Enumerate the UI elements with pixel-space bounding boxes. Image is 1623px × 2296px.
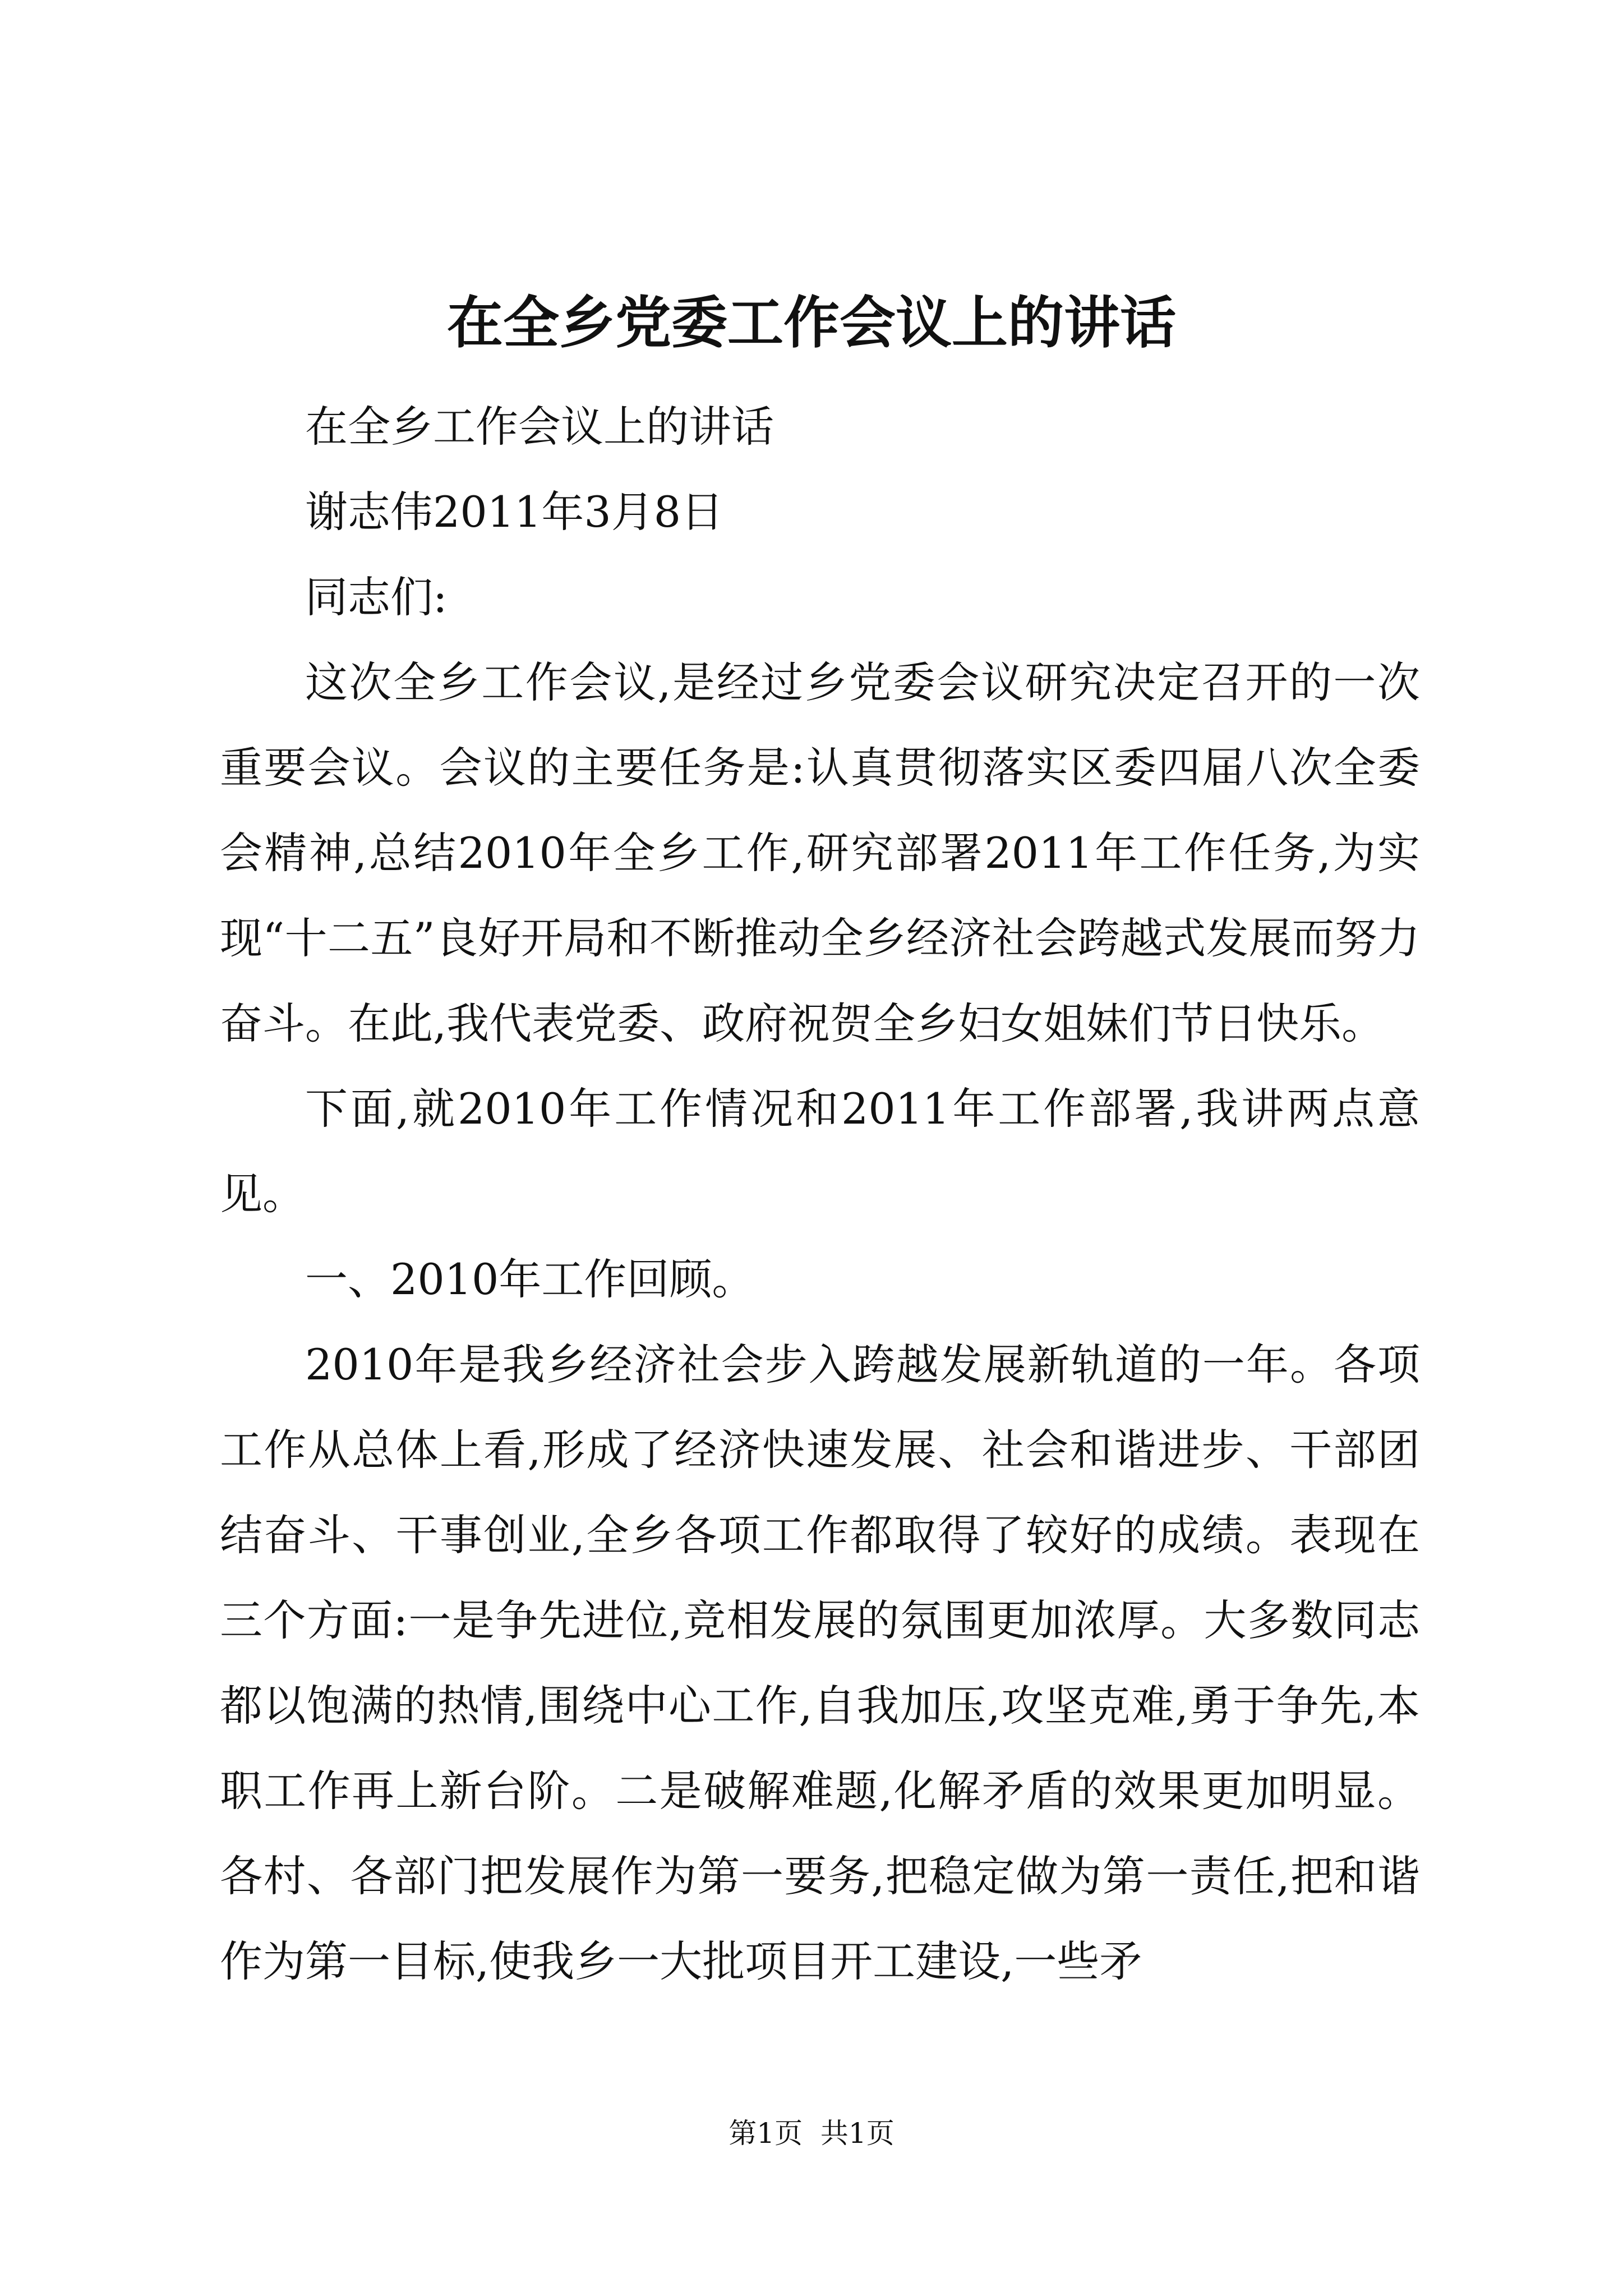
paragraph-author-date: 谢志伟2011年3月8日 <box>305 487 724 537</box>
document-title: 在全乡党委工作会议上的讲话 <box>447 289 1176 356</box>
paragraph-salutation: 同志们: <box>305 572 448 622</box>
paragraph-subtitle: 在全乡工作会议上的讲话 <box>305 402 774 452</box>
document-body <box>220 384 1420 2004</box>
page-footer <box>0 2114 1623 2153</box>
section-heading-review: 一、2010年工作回顾。 <box>305 1254 755 1304</box>
page-number: 第1页 共1页 <box>728 2117 895 2150</box>
paragraph-outline: 下面,就2010年工作情况和2011年工作部署,我讲两点意见。 <box>220 1084 1420 1219</box>
paragraph-review: 2010年是我乡经济社会步入跨越发展新轨道的一年。各项工作从总体上看,形成了经济快速发展、社会和谐进步、干部团结奋斗、干事创业,全乡各项工作都取得了较好的成绩。表现在三个方面:一是争先进位,竞相发展的氛围更加浓厚。大多数同志都以饱满的热情,围绕中心工作,自我加压,攻坚克难,勇于争先,本职工作再上新台阶。二是破解难题,化解矛盾的效果更加明显。各村、各部门把发展作为第一要务,把稳定做为第一责任,把和谐作为第一目标,使我乡一大批项目开工建设,一些矛 <box>220 1340 1420 1986</box>
paragraph-intro: 这次全乡工作会议,是经过乡党委会议研究决定召开的一次重要会议。会议的主要任务是:认真贯彻落实区委四届八次全委会精神,总结2010年全乡工作,研究部署2011年工作任务,为实现“十二五”良好开局和不断推动全乡经济社会跨越式发展而努力奋斗。在此,我代表党委、政府祝贺全乡妇女姐妹们节日快乐。 <box>220 657 1420 1048</box>
